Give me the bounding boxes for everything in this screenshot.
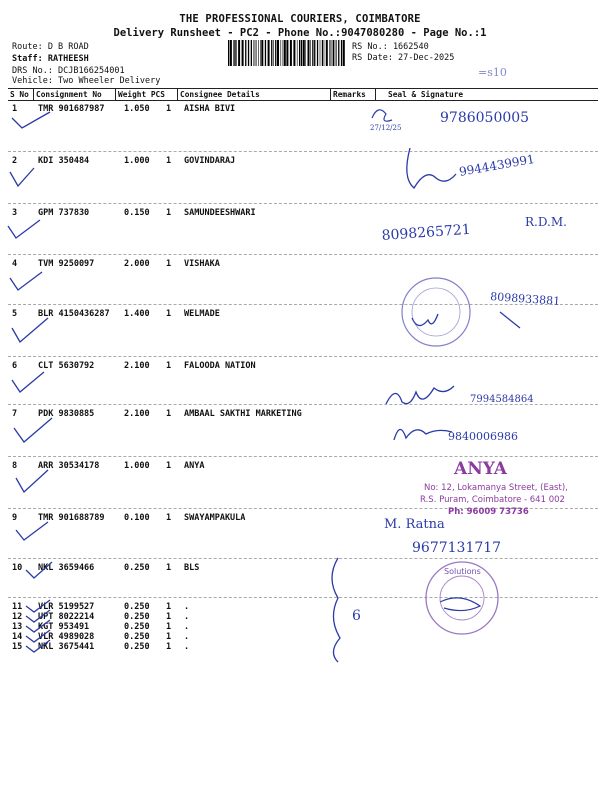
sig9-name: M. Ratna <box>384 517 445 532</box>
row-separator <box>8 508 598 509</box>
row-consignment-no: VLR 4989028 <box>38 632 95 642</box>
row-separator <box>8 456 598 457</box>
col-header-remarks: Remarks <box>333 90 366 99</box>
row-consignee: SWAYAMPAKULA <box>184 513 246 523</box>
row-pcs: 1 <box>166 156 172 166</box>
row-weight: 1.400 <box>124 309 150 319</box>
sig1-date: 27/12/25 <box>370 124 402 132</box>
row-consignment-no: GPM 737830 <box>38 208 90 218</box>
row-consignee: . <box>184 642 190 652</box>
row-consignment-no: CLT 5630792 <box>38 361 95 371</box>
tick-mark <box>10 272 42 290</box>
tick-mark <box>12 372 44 392</box>
row-pcs: 1 <box>166 622 172 632</box>
tick-mark <box>8 220 40 238</box>
row-consignment-no: VLR 5199527 <box>38 602 95 612</box>
signature-7 <box>394 429 452 440</box>
tick-mark <box>14 418 52 442</box>
row-weight: 2.100 <box>124 361 150 371</box>
tick-mark <box>16 522 48 540</box>
row-sno: 10 <box>12 563 23 573</box>
table-header-border <box>8 100 598 101</box>
row-consignee: . <box>184 632 190 642</box>
anya-stamp-line2: R.S. Puram, Coimbatore - 641 002 <box>420 495 565 505</box>
row-weight: 0.100 <box>124 513 150 523</box>
row-weight: 0.250 <box>124 602 150 612</box>
sig1-phone: 9786050005 <box>440 110 530 126</box>
row-weight: 1.050 <box>124 104 150 114</box>
row-sno: 2 <box>12 156 18 166</box>
row-consignment-no: TMR 901687987 <box>38 104 105 114</box>
row-consignee: FALOODA NATION <box>184 361 256 371</box>
top-note: =s10 <box>478 66 507 79</box>
bls-stamp-text: Solutions <box>444 567 481 576</box>
col-header-weight-pcs: Weight PCS <box>118 90 165 99</box>
bracket-mark <box>332 558 340 662</box>
document-subtitle: Delivery Runsheet - PC2 - Phone No.:9047080280 - Page No.:1 <box>113 27 487 39</box>
vehicle: Vehicle: Two Wheeler Delivery <box>12 76 161 86</box>
document-title: THE PROFESSIONAL COURIERS, COIMBATORE <box>179 13 421 25</box>
row-consignment-no: KDI 350484 <box>38 156 90 166</box>
row-separator <box>8 558 598 559</box>
col-header-seal-signature: Seal & Signature <box>388 90 464 99</box>
row-sno: 8 <box>12 461 18 471</box>
row-pcs: 1 <box>166 208 172 218</box>
row-consignment-no: KGT 953491 <box>38 622 90 632</box>
staff: Staff: RATHEESH <box>12 54 89 64</box>
row-weight: 2.100 <box>124 409 150 419</box>
row-sno: 3 <box>12 208 18 218</box>
sig9-phone: 9677131717 <box>412 540 502 556</box>
row-consignee: WELMADE <box>184 309 220 319</box>
signature-2 <box>407 148 456 188</box>
row-sno: 7 <box>12 409 18 419</box>
row-sno: 5 <box>12 309 18 319</box>
col-header-consignment: Consignment No <box>36 90 102 99</box>
sig2-phone: 9944439991 <box>458 151 536 179</box>
row-sno: 1 <box>12 104 18 114</box>
col-header-sno: S No <box>10 90 29 99</box>
row-consignee: AMBAAL SAKTHI MARKETING <box>184 409 302 419</box>
row-weight: 1.000 <box>124 461 150 471</box>
row-pcs: 1 <box>166 409 172 419</box>
row-separator <box>8 597 598 598</box>
row-sno: 15 <box>12 642 23 652</box>
tick-mark <box>16 470 48 492</box>
row-consignee: BLS <box>184 563 200 573</box>
rs-date: RS Date: 27-Dec-2025 <box>352 53 455 63</box>
row-pcs: 1 <box>166 642 172 652</box>
row-sno: 11 <box>12 602 23 612</box>
row-weight: 0.250 <box>124 563 150 573</box>
signature-6 <box>386 386 454 404</box>
row-separator <box>8 304 598 305</box>
anya-stamp-line1: No: 12, Lokamanya Street, (East), <box>424 483 568 493</box>
row-pcs: 1 <box>166 602 172 612</box>
row-pcs: 1 <box>166 361 172 371</box>
drs-number: DRS No.: DCJB166254001 <box>12 66 125 76</box>
sig3-name: R.D.M. <box>525 215 567 229</box>
sig5-phone: 8098933881 <box>489 290 561 308</box>
col-divider <box>177 88 178 100</box>
anya-stamp-name: ANYA <box>454 459 507 479</box>
anya-stamp-line3: Ph: 96009 73736 <box>448 507 529 517</box>
rs-number: RS No.: 1662540 <box>352 42 429 52</box>
row-weight: 0.250 <box>124 642 150 652</box>
row-pcs: 1 <box>166 563 172 573</box>
col-divider <box>375 88 376 100</box>
row-sno: 13 <box>12 622 23 632</box>
row-weight: 0.250 <box>124 612 150 622</box>
row-consignment-no: ARR 30534178 <box>38 461 100 471</box>
round-stamp-bls <box>426 562 498 634</box>
row-consignment-no: UPT 8022214 <box>38 612 95 622</box>
row-pcs: 1 <box>166 259 172 269</box>
row-consignee: AISHA BIVI <box>184 104 236 114</box>
row-consignment-no: TVM 9250097 <box>38 259 95 269</box>
sig3-phone: 8098265721 <box>381 221 472 244</box>
row-separator <box>8 151 598 152</box>
round-stamp-row5 <box>402 278 470 346</box>
signature-10 <box>440 598 480 611</box>
row-separator <box>8 203 598 204</box>
row-pcs: 1 <box>166 513 172 523</box>
sig7-phone: 9840006986 <box>448 430 518 443</box>
table-top-border <box>8 88 598 89</box>
row-weight: 0.250 <box>124 632 150 642</box>
col-header-consignee: Consignee Details <box>180 90 260 99</box>
col-divider <box>33 88 34 100</box>
barcode <box>228 40 348 66</box>
signature-5 <box>412 312 520 328</box>
row-consignment-no: BLR 4150436287 <box>38 309 110 319</box>
row-consignee: . <box>184 612 190 622</box>
row-consignee: . <box>184 602 190 612</box>
row-sno: 9 <box>12 513 18 523</box>
tick-mark <box>12 318 48 342</box>
row-sno: 12 <box>12 612 23 622</box>
row-weight: 0.250 <box>124 622 150 632</box>
row-consignee: GOVINDARAJ <box>184 156 236 166</box>
row-consignee: ANYA <box>184 461 205 471</box>
row-sno: 4 <box>12 259 18 269</box>
bracket-note: 6 <box>352 608 361 624</box>
row-sno: 14 <box>12 632 23 642</box>
row-pcs: 1 <box>166 461 172 471</box>
row-pcs: 1 <box>166 104 172 114</box>
row-consignment-no: NKL 3675441 <box>38 642 95 652</box>
row-weight: 0.150 <box>124 208 150 218</box>
row-separator <box>8 254 598 255</box>
row-consignment-no: TMR 901688789 <box>38 513 105 523</box>
row-sno: 6 <box>12 361 18 371</box>
row-pcs: 1 <box>166 309 172 319</box>
row-separator <box>8 356 598 357</box>
row-pcs: 1 <box>166 612 172 622</box>
row-consignee: SAMUNDEESHWARI <box>184 208 256 218</box>
signature-1 <box>372 110 392 121</box>
row-consignment-no: NKL 3659466 <box>38 563 95 573</box>
col-divider <box>330 88 331 100</box>
row-consignment-no: PDK 9830885 <box>38 409 95 419</box>
row-pcs: 1 <box>166 632 172 642</box>
row-consignee: VISHAKA <box>184 259 220 269</box>
row-weight: 1.000 <box>124 156 150 166</box>
tick-mark <box>12 112 50 128</box>
sig6-phone: 7994584864 <box>470 394 534 405</box>
row-separator <box>8 404 598 405</box>
tick-mark <box>10 168 34 186</box>
col-divider <box>115 88 116 100</box>
row-consignee: . <box>184 622 190 632</box>
row-weight: 2.000 <box>124 259 150 269</box>
route: Route: D B ROAD <box>12 42 89 52</box>
